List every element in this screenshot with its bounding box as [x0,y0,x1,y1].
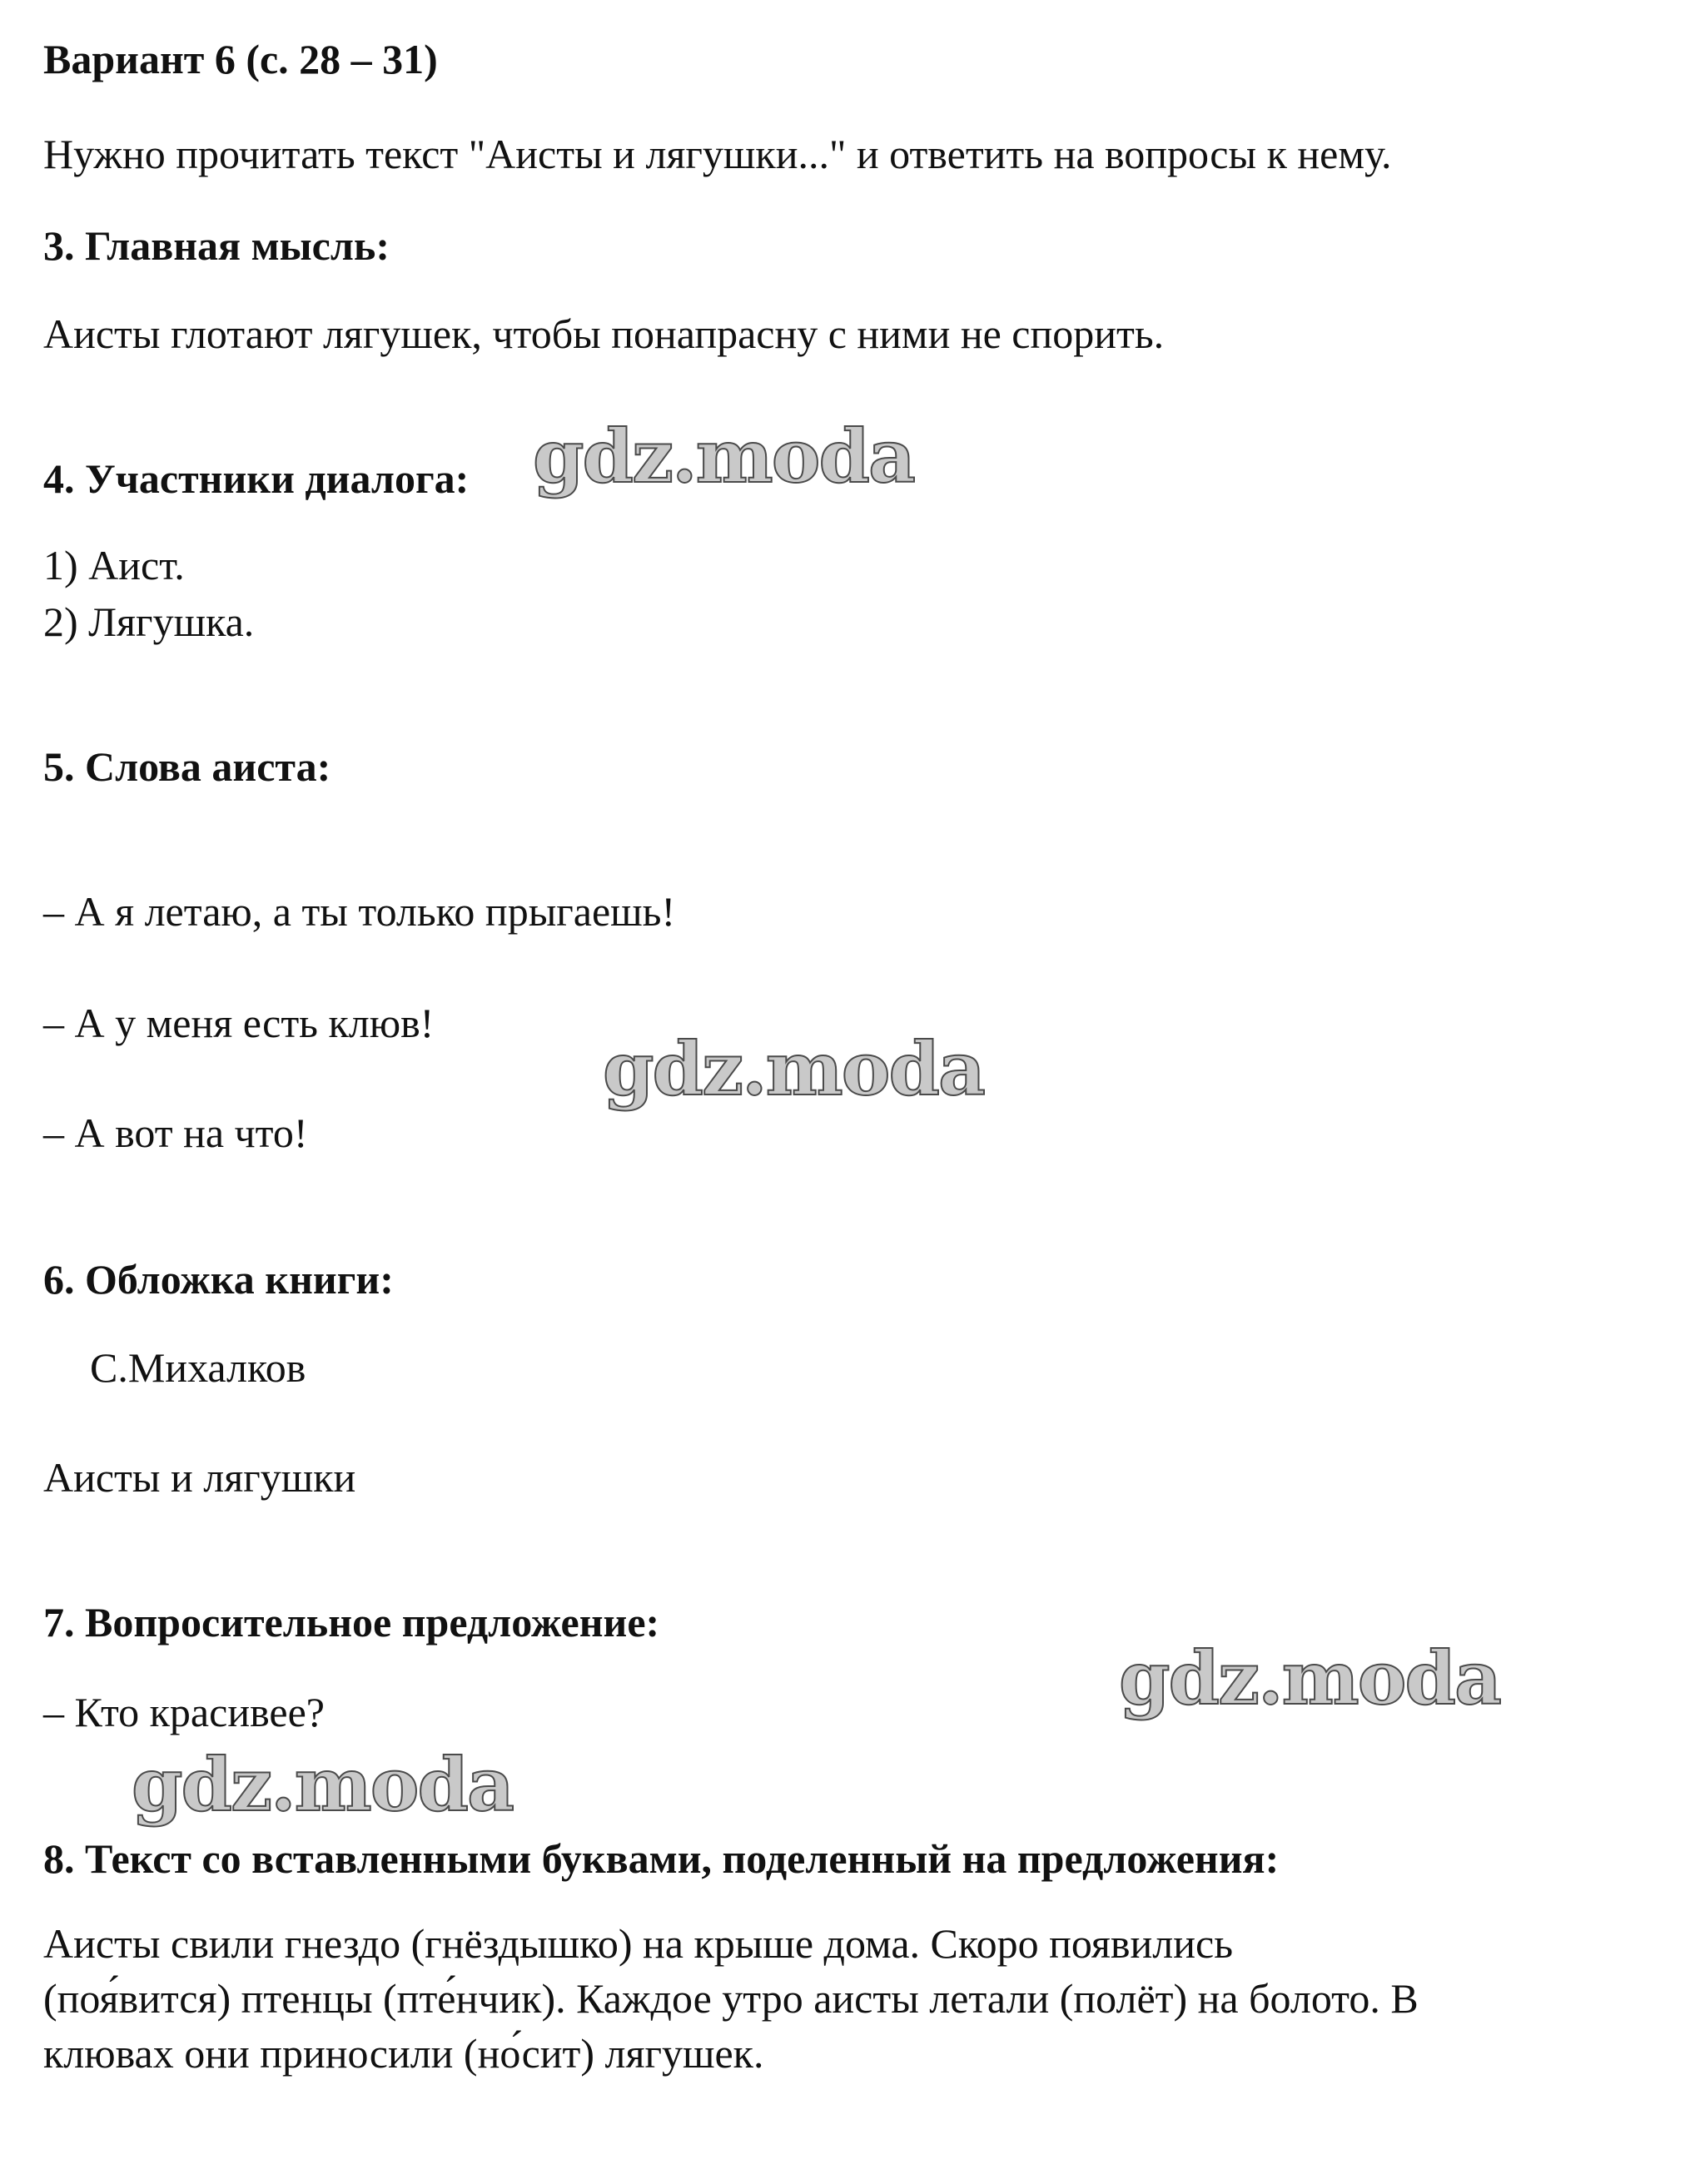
q6-heading: 6. Обложка книги: [43,1256,394,1303]
q3-answer: Аисты глотают лягушек, чтобы понапрасну с ними не спорить. [43,310,1165,357]
q8-line-1: Аисты свили гнездо (гнёздышко) на крыше дома. Скоро появились [43,1920,1234,1967]
watermark-2: gdz.moda [603,1025,985,1112]
q4-item-2: 2) Лягушка. [43,598,255,645]
page-title: Вариант 6 (с. 28 – 31) [43,36,438,82]
q5-line-3: – А вот на что! [43,1109,308,1156]
q8-heading: 8. Текст со вставленными буквами, поделенный на предложения: [43,1835,1280,1882]
q5-line-1: – А я летаю, а ты только прыгаешь! [43,888,676,935]
q5-line-2: – А у меня есть клюв! [43,1000,435,1046]
q6-book-title: Аисты и лягушки [43,1454,356,1501]
q4-item-1: 1) Аист. [43,542,185,588]
q7-heading: 7. Вопросительное предложение: [43,1599,660,1645]
q8-line-2: (поя́вится) птенцы (пте́нчик). Каждое утро аисты летали (полёт) на болото. В [43,1975,1419,2022]
q6-author: С.Михалков [90,1344,306,1391]
q3-heading: 3. Главная мысль: [43,222,390,269]
q8-paragraph [43,1916,1650,2081]
q4-heading: 4. Участники диалога: [43,455,470,502]
q5-heading: 5. Слова аиста: [43,743,331,790]
watermark-1: gdz.moda [533,413,915,499]
q8-line-3: клювах они приносили (но́сит) лягушек. [43,2030,764,2077]
intro-text: Нужно прочитать текст "Аисты и лягушки..." и ответить на вопросы к нему. [43,131,1392,177]
q7-answer: – Кто красивее? [43,1689,325,1735]
watermark-4: gdz.moda [132,1741,514,1828]
watermark-3: gdz.moda [1119,1635,1501,1721]
